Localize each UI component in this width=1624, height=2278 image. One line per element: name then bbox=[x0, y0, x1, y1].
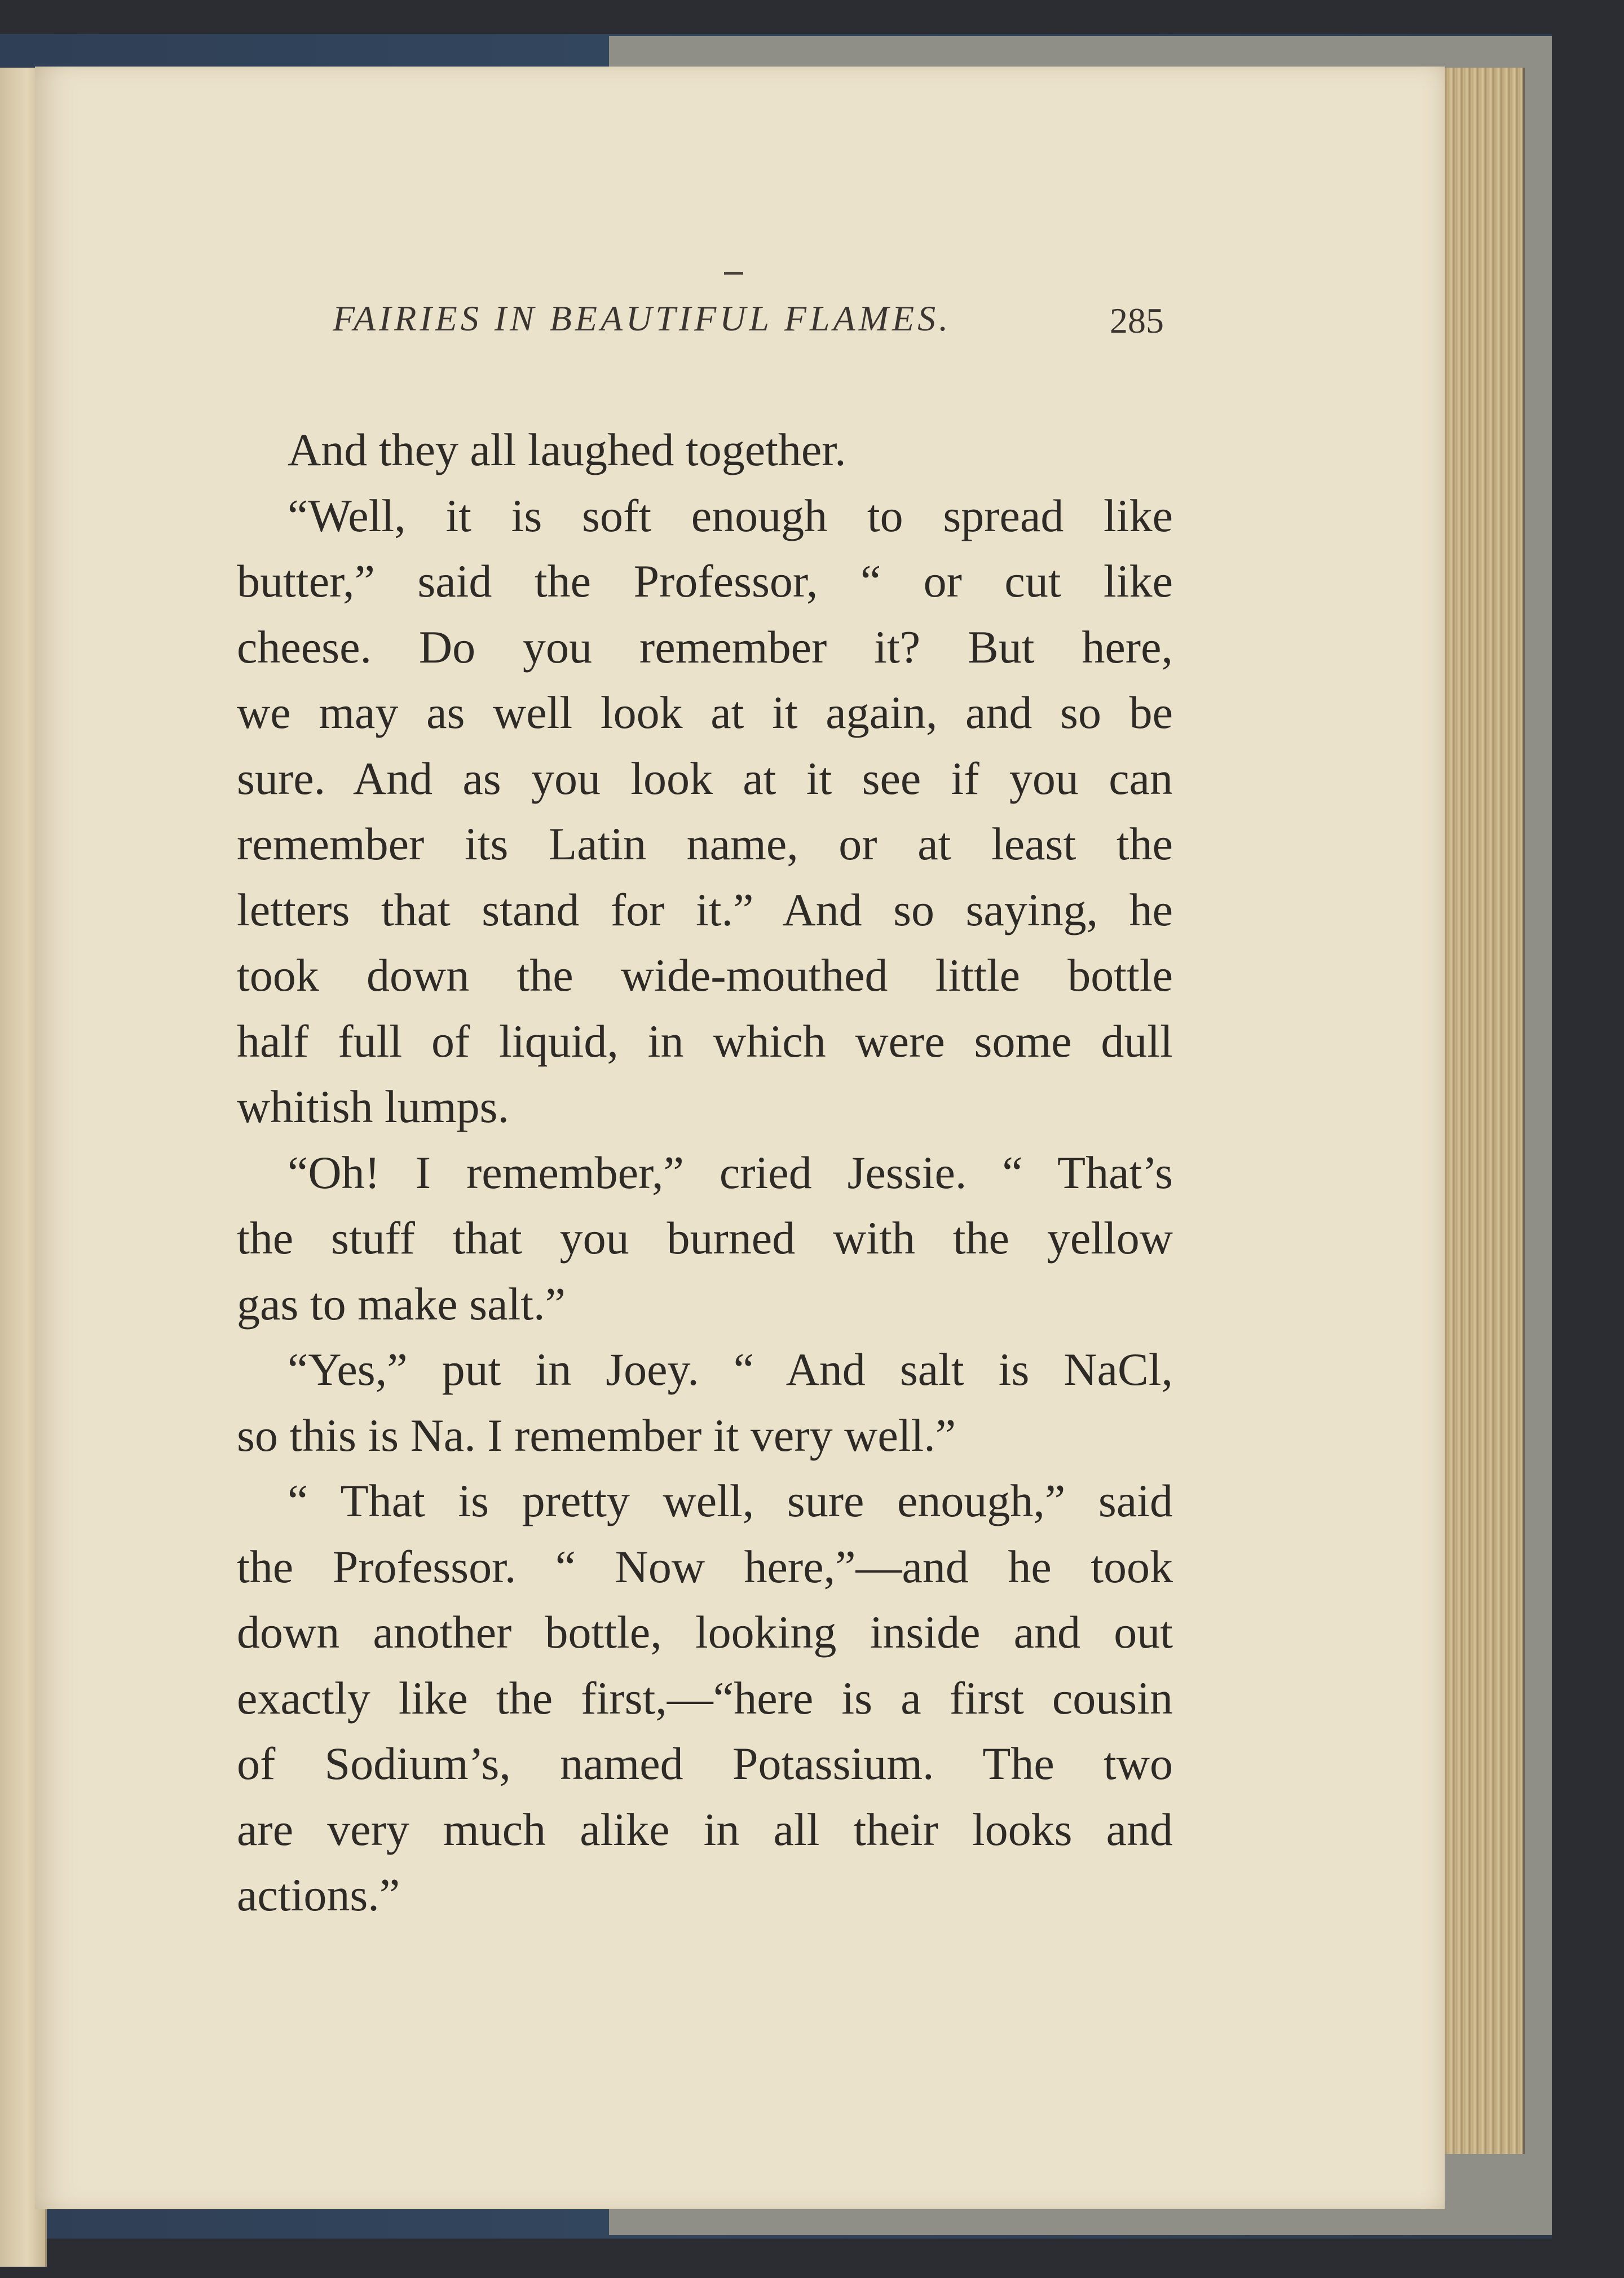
page-mark bbox=[724, 272, 743, 275]
text-line: down another bottle, looking inside and out bbox=[237, 1606, 1173, 1658]
text-line: “Well, it is soft enough to spread like bbox=[288, 489, 1173, 541]
text-line: letters that stand for it.” And so saying, he bbox=[237, 884, 1173, 935]
text-line: exactly like the first,—“here is a first cousin bbox=[237, 1672, 1173, 1724]
text-line: took down the wide-mouthed little bottle bbox=[237, 950, 1173, 1001]
text-line: the Professor. “ Now here,”—and he took bbox=[237, 1540, 1173, 1592]
text-line: remember its Latin name, or at least the bbox=[237, 818, 1173, 869]
text-line: And they all laughed together. bbox=[288, 424, 846, 475]
text-line: we may as well look at it again, and so be bbox=[237, 687, 1173, 738]
text-line: “ That is pretty well, sure enough,” said bbox=[288, 1475, 1173, 1526]
text-line: so this is Na. I remember it very well.” bbox=[237, 1409, 956, 1461]
text-line: “Yes,” put in Joey. “ And salt is NaCl, bbox=[288, 1344, 1173, 1395]
page-number: 285 bbox=[1110, 301, 1164, 341]
running-head: FAIRIES IN BEAUTIFUL FLAMES. bbox=[333, 298, 952, 338]
text-line: actions.” bbox=[237, 1869, 400, 1921]
text-line: gas to make salt.” bbox=[237, 1278, 566, 1330]
text-line: are very much alike in all their looks and bbox=[237, 1803, 1173, 1855]
text-line: sure. And as you look at it see if you can bbox=[237, 752, 1173, 804]
text-line: butter,” said the Professor, “ or cut like bbox=[237, 555, 1173, 607]
text-line: of Sodium’s, named Potassium. The two bbox=[237, 1738, 1173, 1789]
text-line: whitish lumps. bbox=[237, 1081, 509, 1132]
body-text bbox=[237, 417, 1173, 1928]
page-edges bbox=[1432, 68, 1525, 2154]
text-line: half full of liquid, in which were some dull bbox=[237, 1015, 1173, 1067]
text-line: cheese. Do you remember it? But here, bbox=[237, 621, 1173, 673]
text-line: “Oh! I remember,” cried Jessie. “ That’s bbox=[288, 1146, 1173, 1198]
text-line: the stuff that you burned with the yellow bbox=[237, 1212, 1173, 1264]
